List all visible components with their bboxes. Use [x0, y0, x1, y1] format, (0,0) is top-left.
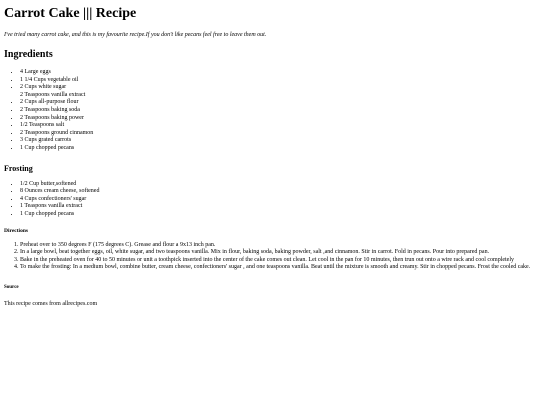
- list-item: • 2 Teaspoons ground cinnamon: [20, 130, 536, 138]
- directions-list: [4, 242, 536, 272]
- direction-step: 4. To make the frosting: In a medium bowl, combine butter, cream cheese, confectioners' sugar , and one teaspoons vanilla. Beat until the mixture is smooth and creamy. Stir in chopped pecans. Frost the cooled cake.: [20, 264, 536, 272]
- direction-step: 2. In a large bowl, beat together eggs, oil, white sugar, and two teaspoons vanilla. Mix in flour, baking soda, baking powder, salt ,and cinnamon. Stir in carrot. Fold in pecans. Pour into prepared pan.: [20, 249, 536, 257]
- intro-text: I've tried many carrot cake, and this is my favourite recipe.If you don't like pecans feel free to leave them out.: [4, 32, 267, 38]
- list-item: • 1 1/4 Cups vegetable oil: [20, 77, 536, 85]
- source-text: This recipe comes from allrecipes.com: [4, 300, 98, 307]
- list-item: 2 Teaspoons vanilla extract: [20, 91, 86, 98]
- list-item: • 3 Cups grated carrots: [20, 137, 536, 145]
- list-item: • 2 Cups white sugar: [20, 84, 536, 92]
- list-item: • 1/2 Cup butter,softened: [20, 181, 536, 189]
- frosting-list: [4, 181, 536, 219]
- source-heading: Source: [4, 284, 19, 290]
- list-item: • 2 Cups all-purpose flour: [20, 99, 536, 107]
- list-item: • 1/2 Teaspoons salt: [20, 122, 536, 130]
- list-item: • 2 Teaspoons baking soda: [20, 107, 536, 115]
- directions-heading: Directions: [4, 227, 29, 234]
- list-item: • 4 Large eggs: [20, 69, 536, 77]
- list-item: • 4 Cups confectioners' sugar: [20, 196, 536, 204]
- ingredients-heading: Ingredients: [4, 49, 53, 60]
- page-title: Carrot Cake ||| Recipe: [4, 6, 137, 21]
- list-item: • 1 Cup chopped pecans: [20, 211, 536, 219]
- direction-step: 3. Bake in the preheated oven for 40 to 50 minutes or unit a toothpick inserted into the center of the cake comes out clean. Let cool in the pan for 10 minutes, then trun out onto a wire rack and cool completely: [20, 257, 536, 265]
- list-item: • 2 Teaspoons baking power: [20, 115, 536, 123]
- list-item: • 1 Teaspons vanilla extract: [20, 203, 536, 211]
- list-item: • 8 Ounces cream cheese, softened: [20, 188, 536, 196]
- ingredients-list: [4, 69, 536, 153]
- direction-step: 1. Preheat over to 350 degrees F (175 degrees C). Grease and flour a 9x13 inch pan.: [20, 242, 536, 250]
- frosting-heading: Frosting: [4, 163, 33, 173]
- list-item: • 1 Cup chopped pecans: [20, 145, 536, 153]
